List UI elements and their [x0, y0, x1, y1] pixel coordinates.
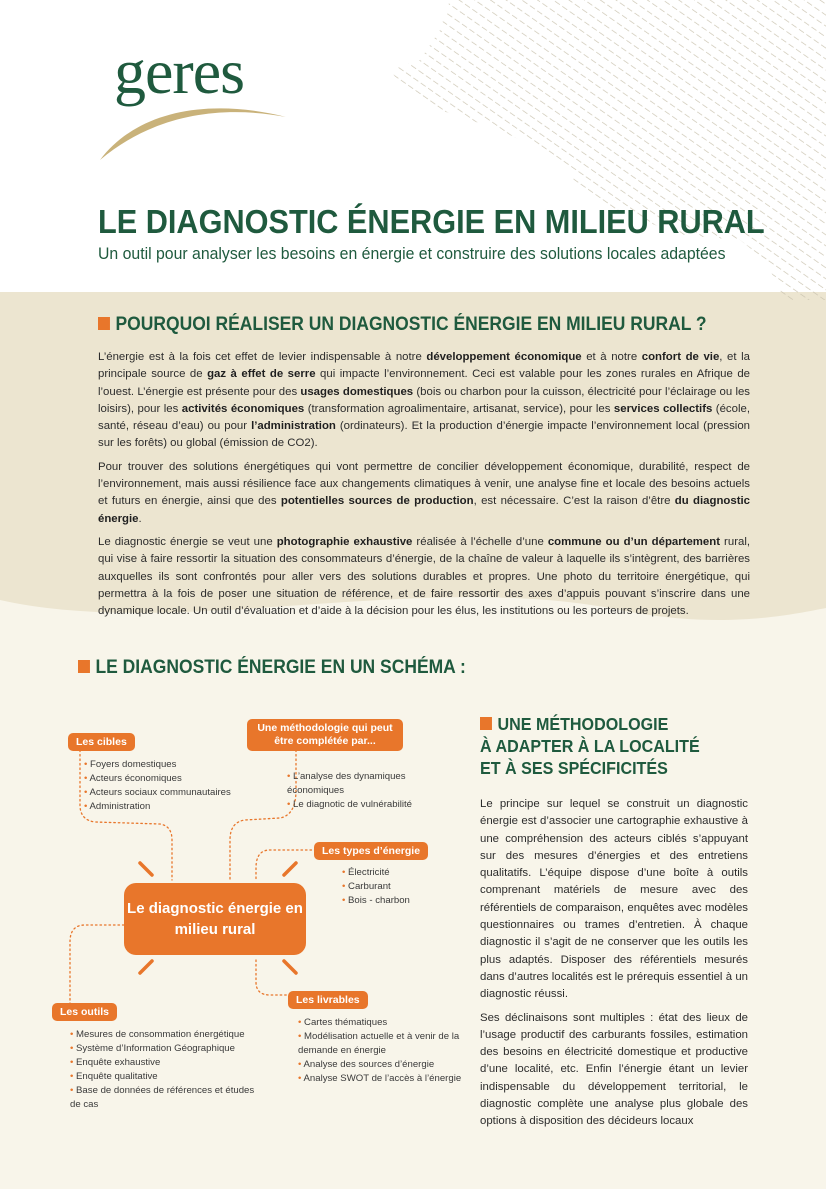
heading-line: UNE MÉTHODOLOGIE	[480, 713, 700, 735]
paragraph-1: Le principe sur lequel se construit un diagnostic énergie est d’associer une cartographie exhaustive à une compréhension des acteurs ciblés s’appuyant sur des mesures d’énergies et des entretiens qualitatifs. L’équipe dispose d’une boîte à outils comprenant matériels de mesure avec des référentiels de comparaison, enquêtes avec modèles questionnaires ou trames d’entretien. À chaque diagnostic il s’agit de ne conserver que les outils les plus adaptés. Disposer des référentiels mesurés dans d’autres localités est le prérequis essentiel à un diagnostic réussi.	[480, 798, 748, 1001]
section-heading-schema	[78, 657, 466, 679]
list-item: • Acteurs sociaux communautaires	[84, 786, 231, 800]
orange-square-icon	[480, 717, 492, 730]
list-item: • Modélisation actuelle et à venir de la demande en énergie	[298, 1030, 463, 1058]
page-title: LE DIAGNOSTIC ÉNERGIE EN MILIEU RURAL	[98, 203, 765, 240]
list-item: • Cartes thématiques	[298, 1016, 463, 1030]
paragraph-3: Le diagnostic énergie se veut une photographie exhaustive réalisée à l’échelle d’une commune ou d’un département rural, qui vise à faire ressortir la situation des consommateurs d’énergie, de la chaîne de valeur à laquelle ils s’intègrent, des barrières auxquelles ils sont confrontés pour aller vers des solutions durables et propres. Une photo du territoire énergétique, qui permettra à la fois de poser une situation de référence, et de faire ressortir des axes d’appuis pouvant s’inscrire dans une dynamique locale. Un outil d’évaluation et d’aide à la décision pour les élus, les institutions ou les porteurs de projets.	[98, 535, 751, 618]
tag-types-energie: Les types d’énergie	[314, 842, 428, 860]
list-outils	[70, 1028, 255, 1112]
heading-line: À ADAPTER À LA LOCALITÉ	[480, 736, 700, 756]
list-item: • Carburant	[342, 880, 410, 894]
list-item: • Base de données de références et études de cas	[70, 1084, 255, 1112]
section-body-methodology	[480, 796, 748, 1137]
list-item: • Acteurs économiques	[84, 772, 231, 786]
orange-square-icon	[98, 317, 110, 330]
list-item: • Système d’Information Géographique	[70, 1042, 255, 1056]
orange-square-icon	[78, 660, 90, 673]
map-hatch-decoration	[380, 0, 826, 315]
diagram-center-box: Le diagnostic énergie en milieu rural	[124, 883, 306, 955]
list-item: • Bois - charbon	[342, 894, 410, 908]
list-item: • Analyse SWOT de l’accès à l’énergie	[298, 1072, 463, 1086]
list-item: • L’analyse des dynamiques économiques	[287, 770, 437, 798]
paragraph-2: Ses déclinaisons sont multiples : état des lieux de l’usage productif des carburants fossiles, estimation des besoins en électricité domestique et productive d’une localité, etc. Enfin l’énergie étant un levier indispensable du développement territorial, le diagnostic complète une analyse plus globale des options à disposition des décideurs locaux	[480, 1011, 748, 1128]
section-heading-methodology	[480, 713, 700, 779]
list-item: • Foyers domestiques	[84, 758, 231, 772]
tag-cibles: Les cibles	[68, 733, 135, 751]
list-item: • Électricité	[342, 866, 410, 880]
paragraph-2: Pour trouver des solutions énergétiques qui vont permettre de concilier développement économique, durabilité, respect de l’environnement, mais aussi résilience face aux changements climatiques à venir, une analyse fine et locale des besoins actuels et futurs en énergie, ainsi que des potentielles sources de production, est nécessaire. C’est la raison d’être du diagnostic énergie.	[98, 460, 750, 525]
section-heading-text: LE DIAGNOSTIC ÉNERGIE EN UN SCHÉMA :	[95, 657, 466, 678]
tag-methodologie: Une méthodologie qui peut être complétée par...	[247, 719, 403, 751]
paragraph-1: L’énergie est à la fois cet effet de levier indispensable à notre développement économique et à notre confort de vie, et la principale source de gaz à effet de serre qui impacte l’environnement. Ceci est valable pour les zones rurales en Afrique de l’ouest. L’énergie est présente pour des usages domestiques (bois ou charbon pour la cuisson, électricité pour l’éclairage ou les loisirs), pour les activités économiques (transformation agroalimentaire, artisanat, service), pour les services collectifs (école, santé, réseau d’eau) ou pour l’administration (ordinateurs). Et la production d’énergie impacte l’environnement local (pression sur les forêts) ou global (émission de CO2).	[98, 351, 751, 450]
geres-logo: geres	[114, 36, 245, 107]
heading-line: ET À SES SPÉCIFICITÉS	[480, 758, 668, 778]
list-item: • Enquête exhaustive	[70, 1056, 255, 1070]
tag-outils: Les outils	[52, 1003, 117, 1021]
list-types-energie	[342, 866, 410, 908]
section-heading-why	[98, 314, 707, 336]
section-heading-text: POURQUOI RÉALISER UN DIAGNOSTIC ÉNERGIE EN MILIEU RURAL ?	[115, 314, 707, 335]
section-body-why	[98, 349, 750, 626]
page-subtitle: Un outil pour analyser les besoins en énergie et construire des solutions locales adaptées	[98, 244, 726, 263]
list-cibles	[84, 758, 231, 814]
list-item: • Le diagnotic de vulnérabilité	[287, 798, 437, 812]
tag-livrables: Les livrables	[288, 991, 368, 1009]
list-item: • Administration	[84, 800, 231, 814]
list-item: • Analyse des sources d’énergie	[298, 1058, 463, 1072]
list-item: • Enquête qualitative	[70, 1070, 255, 1084]
list-methodologie	[287, 770, 437, 812]
list-livrables	[298, 1016, 463, 1086]
list-item: • Mesures de consommation énergétique	[70, 1028, 255, 1042]
